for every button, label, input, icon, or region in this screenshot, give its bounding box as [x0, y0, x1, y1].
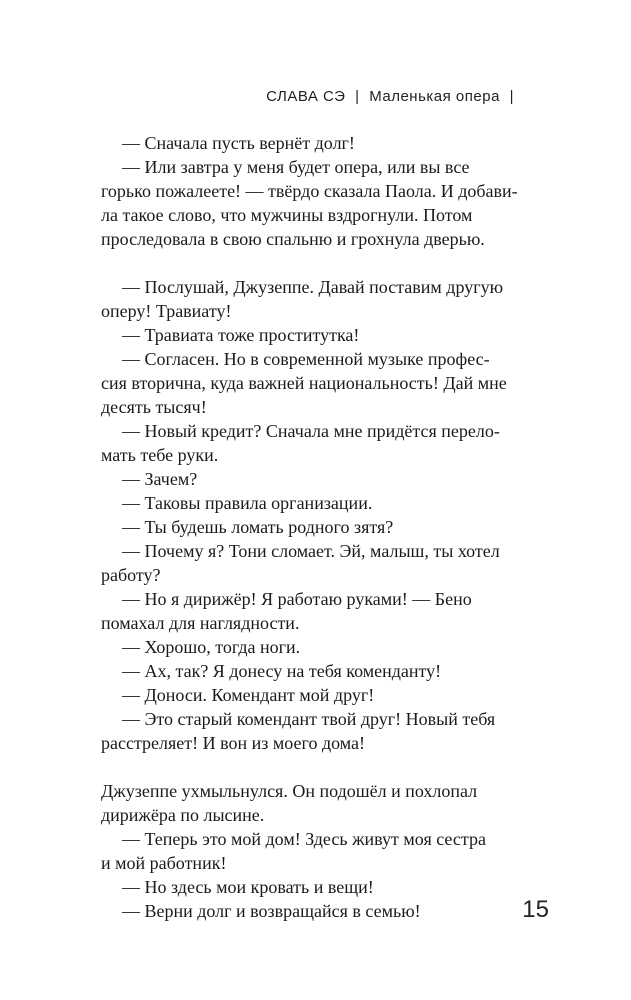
text-line: — Почему я? Тони сломает. Эй, малыш, ты хотел: [122, 541, 500, 561]
text-line: — Доноси. Комендант мой друг!: [122, 685, 375, 705]
text-line: — Верни долг и возвращайся в семью!: [122, 901, 421, 921]
text-line: работу?: [101, 565, 161, 585]
text-line: — Теперь это мой дом! Здесь живут моя сестра: [122, 829, 486, 849]
text-line: горько пожалеете! — твёрдо сказала Паола. И добави-: [101, 181, 518, 201]
text-line: ла такое слово, что мужчины вздрогнули. Потом: [101, 205, 473, 225]
header-separator-end: |: [509, 88, 514, 105]
body-text: [101, 131, 521, 923]
text-line: — Но здесь мои кровать и вещи!: [122, 877, 374, 897]
text-line: — Послушай, Джузеппе. Давай поставим другую: [122, 277, 504, 297]
text-line: — Согласен. Но в современной музыке профес-: [122, 349, 490, 369]
header-author: СЛАВА СЭ: [266, 88, 346, 105]
text-line: Джузеппе ухмыльнулся. Он подошёл и похлопал: [101, 781, 478, 801]
paragraph-gap: [101, 251, 521, 275]
text-line: мать тебе руки.: [101, 445, 219, 465]
text-line: — Зачем?: [122, 469, 198, 489]
text-line: десять тысяч!: [101, 397, 207, 417]
text-line: — Таковы правила организации.: [122, 493, 373, 513]
header-separator: |: [355, 88, 360, 105]
text-line: — Новый кредит? Сначала мне придётся перело-: [122, 421, 500, 441]
text-line: — Сначала пусть вернёт долг!: [122, 133, 355, 153]
text-line: сия вторична, куда важней национальность! Дай мне: [101, 373, 507, 393]
text-line: расстреляет! И вон из моего дома!: [101, 733, 366, 753]
text-line: — Или завтра у меня будет опера, или вы все: [122, 157, 470, 177]
text-line: — Но я дирижёр! Я работаю руками! — Бено: [122, 589, 472, 609]
text-line: — Ах, так? Я донесу на тебя коменданту!: [122, 661, 442, 681]
text-line: и мой работник!: [101, 853, 227, 873]
text-line: — Травиата тоже проститутка!: [122, 325, 360, 345]
header-title: Маленькая опера: [369, 88, 500, 105]
text-line: — Хорошо, тогда ноги.: [122, 637, 301, 657]
running-header: [266, 88, 519, 105]
text-line: проследовала в свою спальню и грохнула дверью.: [101, 229, 485, 249]
text-line: — Ты будешь ломать родного зятя?: [122, 517, 394, 537]
text-line: дирижёра по лысине.: [101, 805, 265, 825]
text-line: — Это старый комендант твой друг! Новый тебя: [122, 709, 496, 729]
text-line: помахал для наглядности.: [101, 613, 300, 633]
page-number: 15: [522, 896, 549, 923]
text-line: оперу! Травиату!: [101, 301, 232, 321]
paragraph-gap: [101, 755, 521, 779]
